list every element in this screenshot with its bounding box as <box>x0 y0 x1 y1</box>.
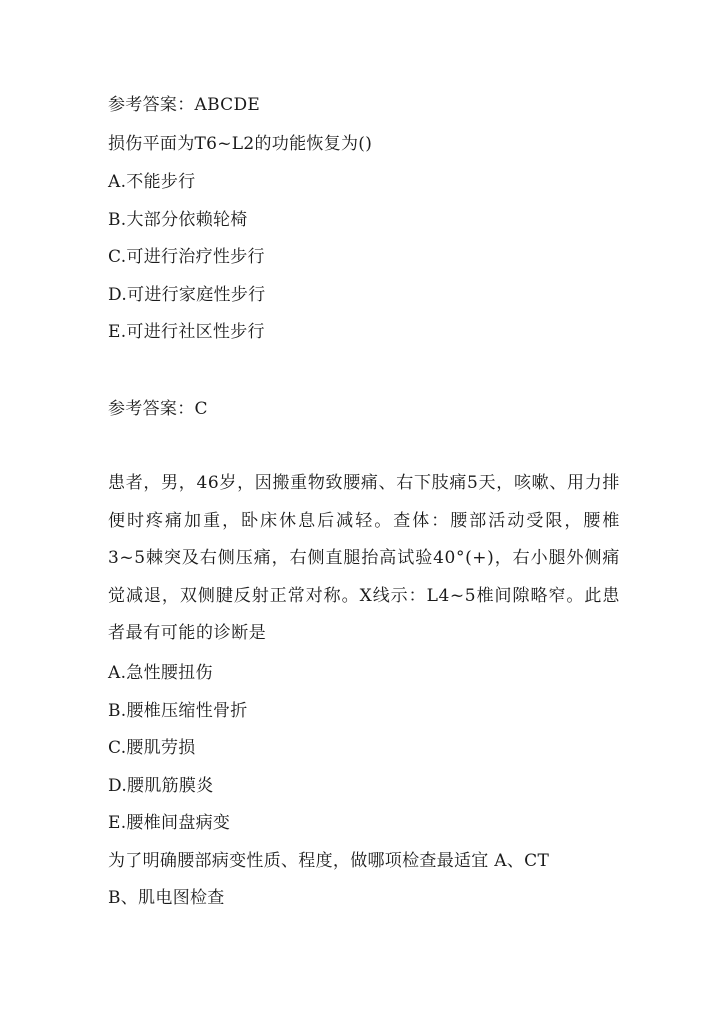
question-2-paragraph: 患者，男，46岁，因搬重物致腰痛、右下肢痛5天，咳嗽、用力排便时疼痛加重，卧床休息后减轻。查体：腰部活动受限，腰椎3~5棘突及右侧压痛，右侧直腿抬高试验40°(+)，右小腿外侧痛觉减退，双侧腱反射正常对称。X线示：L4~5椎间隙略窄。此患者最有可能的诊断是 <box>108 473 620 644</box>
answer-key-2: 参考答案：C <box>108 399 208 419</box>
followup-question: 为了明确腰部病变性质、程度，做哪项检查最适宜 A、CT <box>108 851 550 871</box>
question-1: 损伤平面为T6~L2的功能恢复为() <box>108 134 373 154</box>
answer-key-1: 参考答案：ABCDE <box>108 95 261 115</box>
option-a-1: A.不能步行 <box>108 172 196 192</box>
option-a-2: A.急性腰扭伤 <box>108 663 213 683</box>
option-d-1: D.可进行家庭性步行 <box>108 285 266 305</box>
option-b-1: B.大部分依赖轮椅 <box>108 210 248 230</box>
option-e-1: E.可进行社区性步行 <box>108 322 265 342</box>
followup-option-b: B、肌电图检查 <box>108 888 225 908</box>
option-d-2: D.腰肌筋膜炎 <box>108 776 214 796</box>
option-e-2: E.腰椎间盘病变 <box>108 813 231 833</box>
option-c-2: C.腰肌劳损 <box>108 738 196 758</box>
option-b-2: B.腰椎压缩性骨折 <box>108 701 248 721</box>
option-c-1: C.可进行治疗性步行 <box>108 247 265 267</box>
